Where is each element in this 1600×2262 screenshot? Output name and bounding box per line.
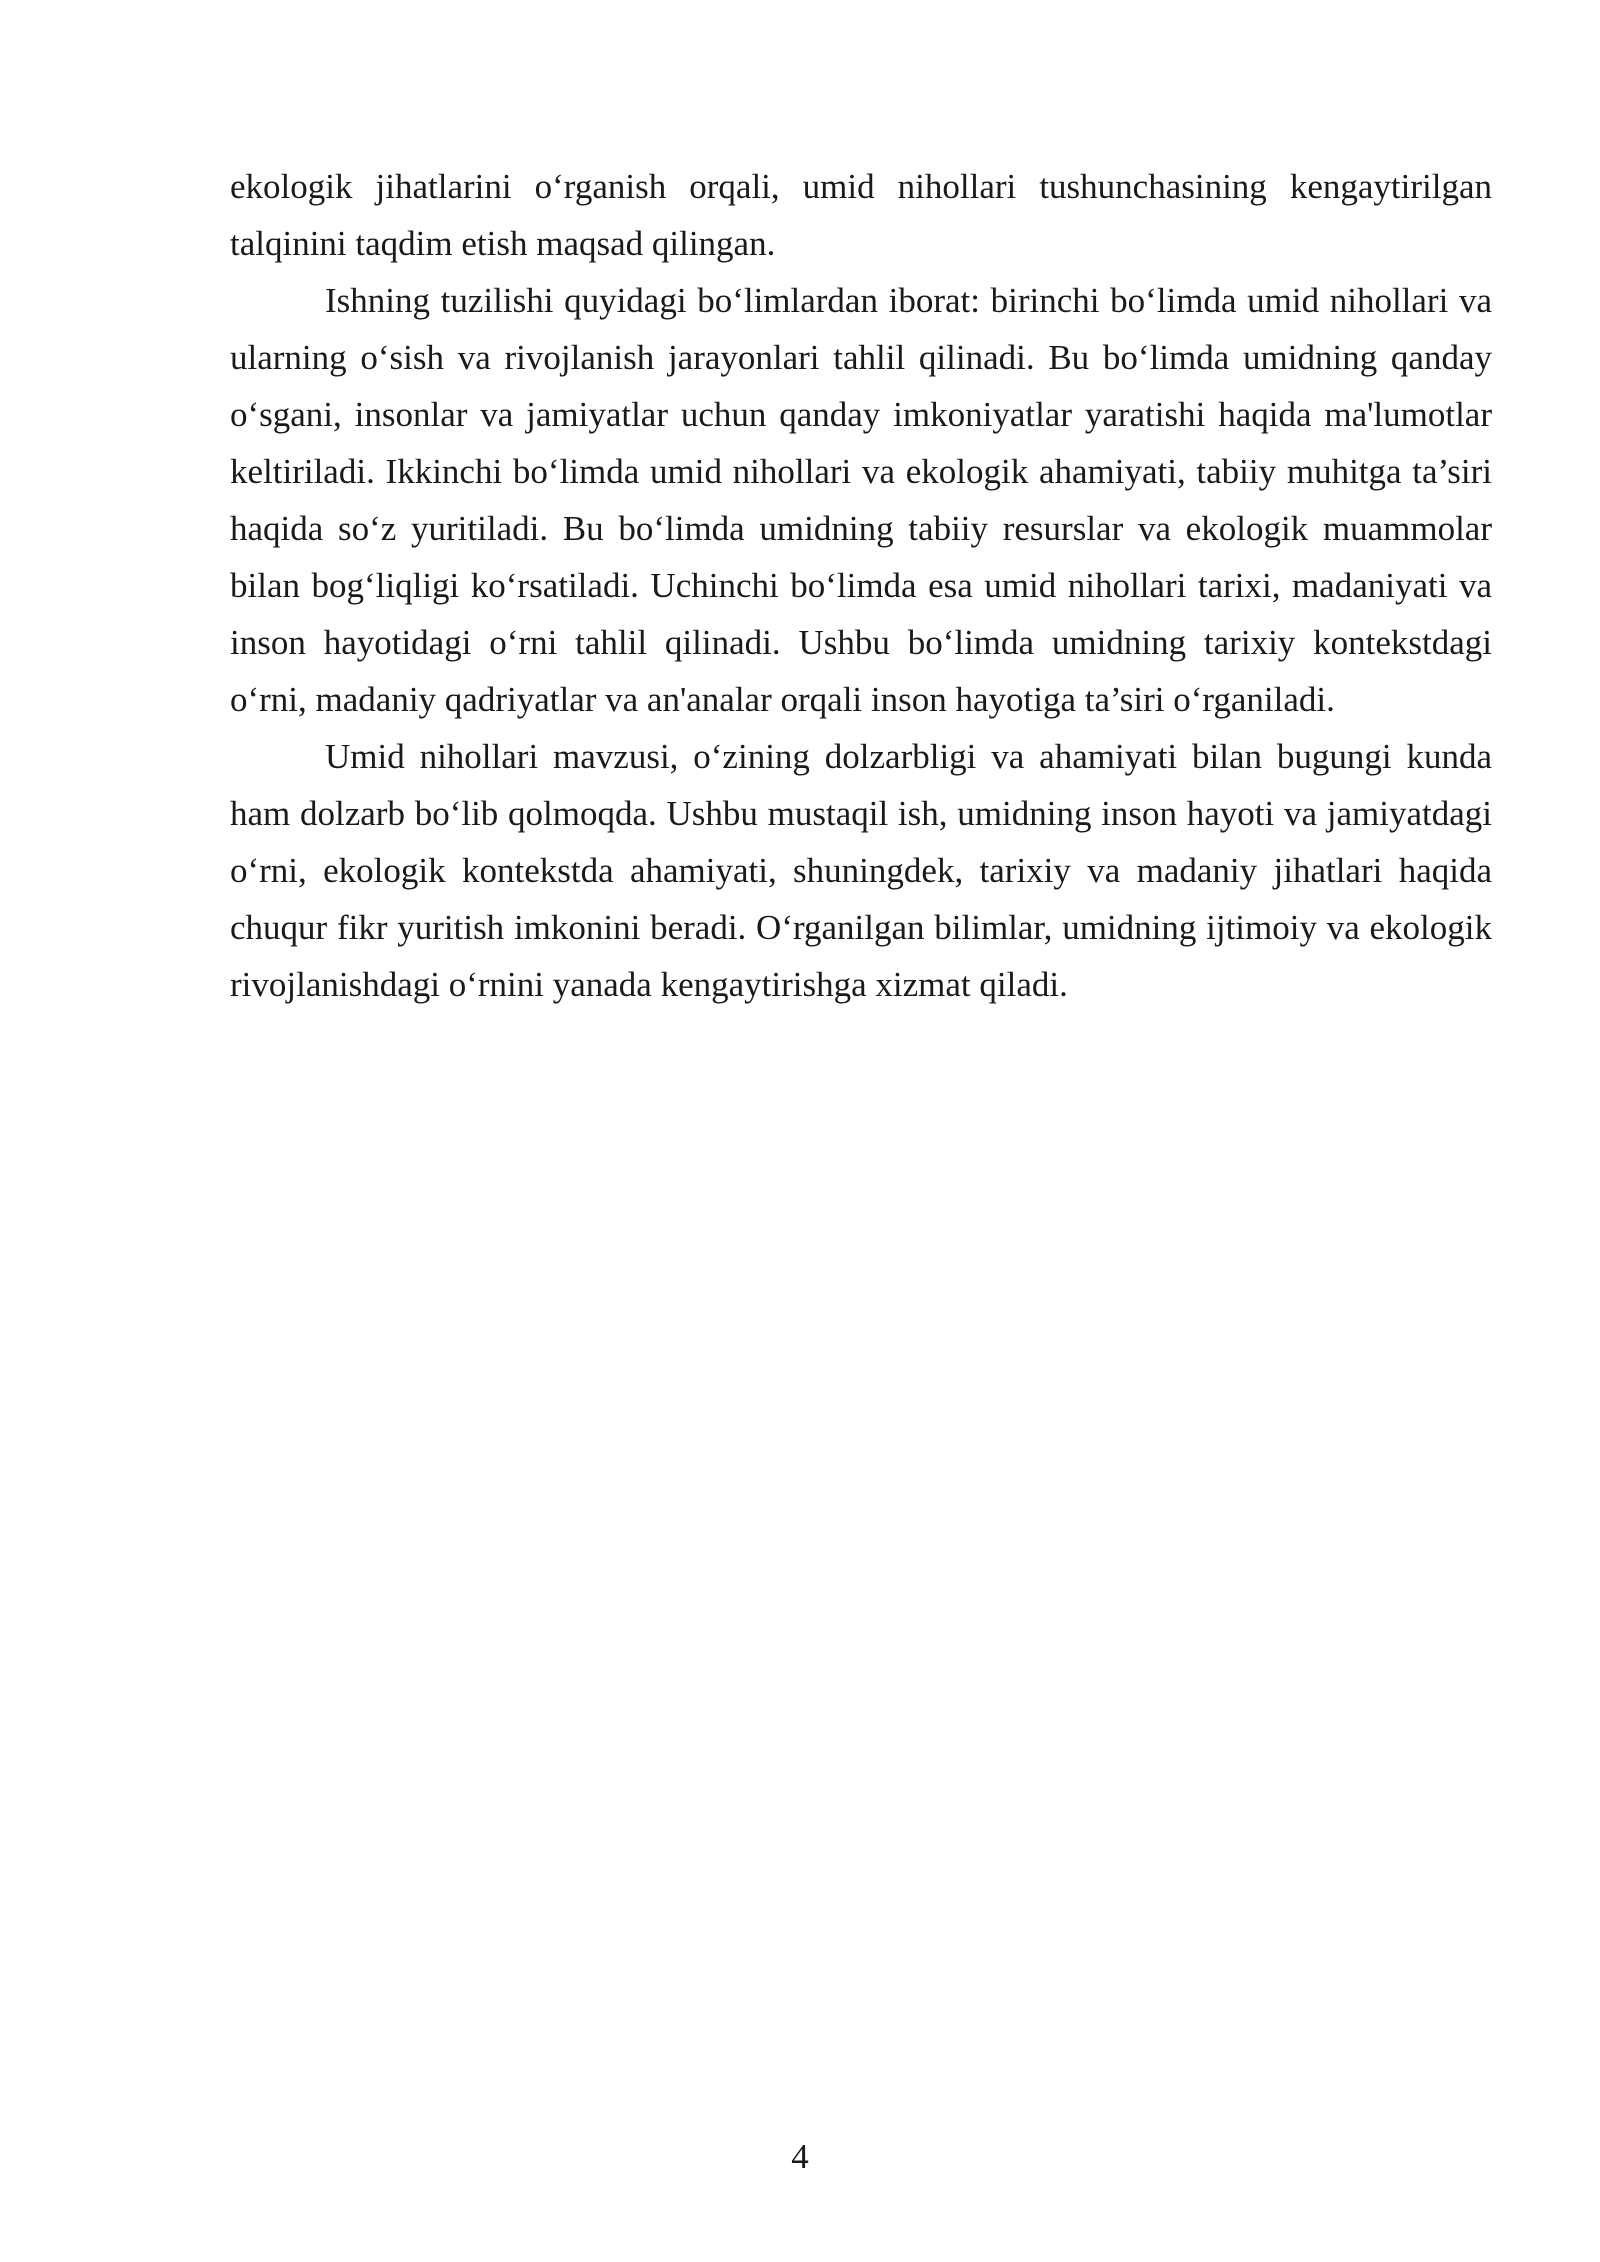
paragraph-continuation: ekologik jihatlarini o‘rganish orqali, umid nihollari tushunchasining kengaytirilgan talqinini taqdim etish maqsad qilingan. — [230, 167, 1492, 263]
paragraph-structure: Ishning tuzilishi quyidagi bo‘limlardan iborat: birinchi bo‘limda umid nihollari va ularning o‘sish va rivojlanish jarayonlari tahlil qilinadi. Bu bo‘limda umidning qanday o‘sgani, insonlar va jamiyatlar uchun qanday imkoniyatlar yaratishi haqida ma'lumotlar keltiriladi. Ikkinchi bo‘limda umid nihollari va ekologik ahamiyati, tabiiy muhitga ta’siri haqida so‘z yuritiladi. Bu bo‘limda umidning tabiiy resurslar va ekologik muammolar bilan bog‘liqligi ko‘rsatiladi. Uchinchi bo‘limda esa umid nihollari tarixi, madaniyati va inson hayotidagi o‘rni tahlil qilinadi. Ushbu bo‘limda umidning tarixiy kontekstdagi o‘rni, madaniy qadriyatlar va an'analar orqali inson hayotiga ta’siri o‘rganiladi. — [230, 281, 1492, 719]
body-text — [230, 158, 1492, 1013]
page-number: 4 — [791, 2137, 809, 2176]
paragraph-conclusion: Umid nihollari mavzusi, o‘zining dolzarbligi va ahamiyati bilan bugungi kunda ham dolzarb bo‘lib qolmoqda. Ushbu mustaqil ish, umidning inson hayoti va jamiyatdagi o‘rni, ekologik kontekstda ahamiyati, shuningdek, tarixiy va madaniy jihatlari haqida chuqur fikr yuritish imkonini beradi. O‘rganilgan bilimlar, umidning ijtimoiy va ekologik rivojlanishdagi o‘rnini yanada kengaytirishga xizmat qiladi. — [230, 737, 1492, 1004]
